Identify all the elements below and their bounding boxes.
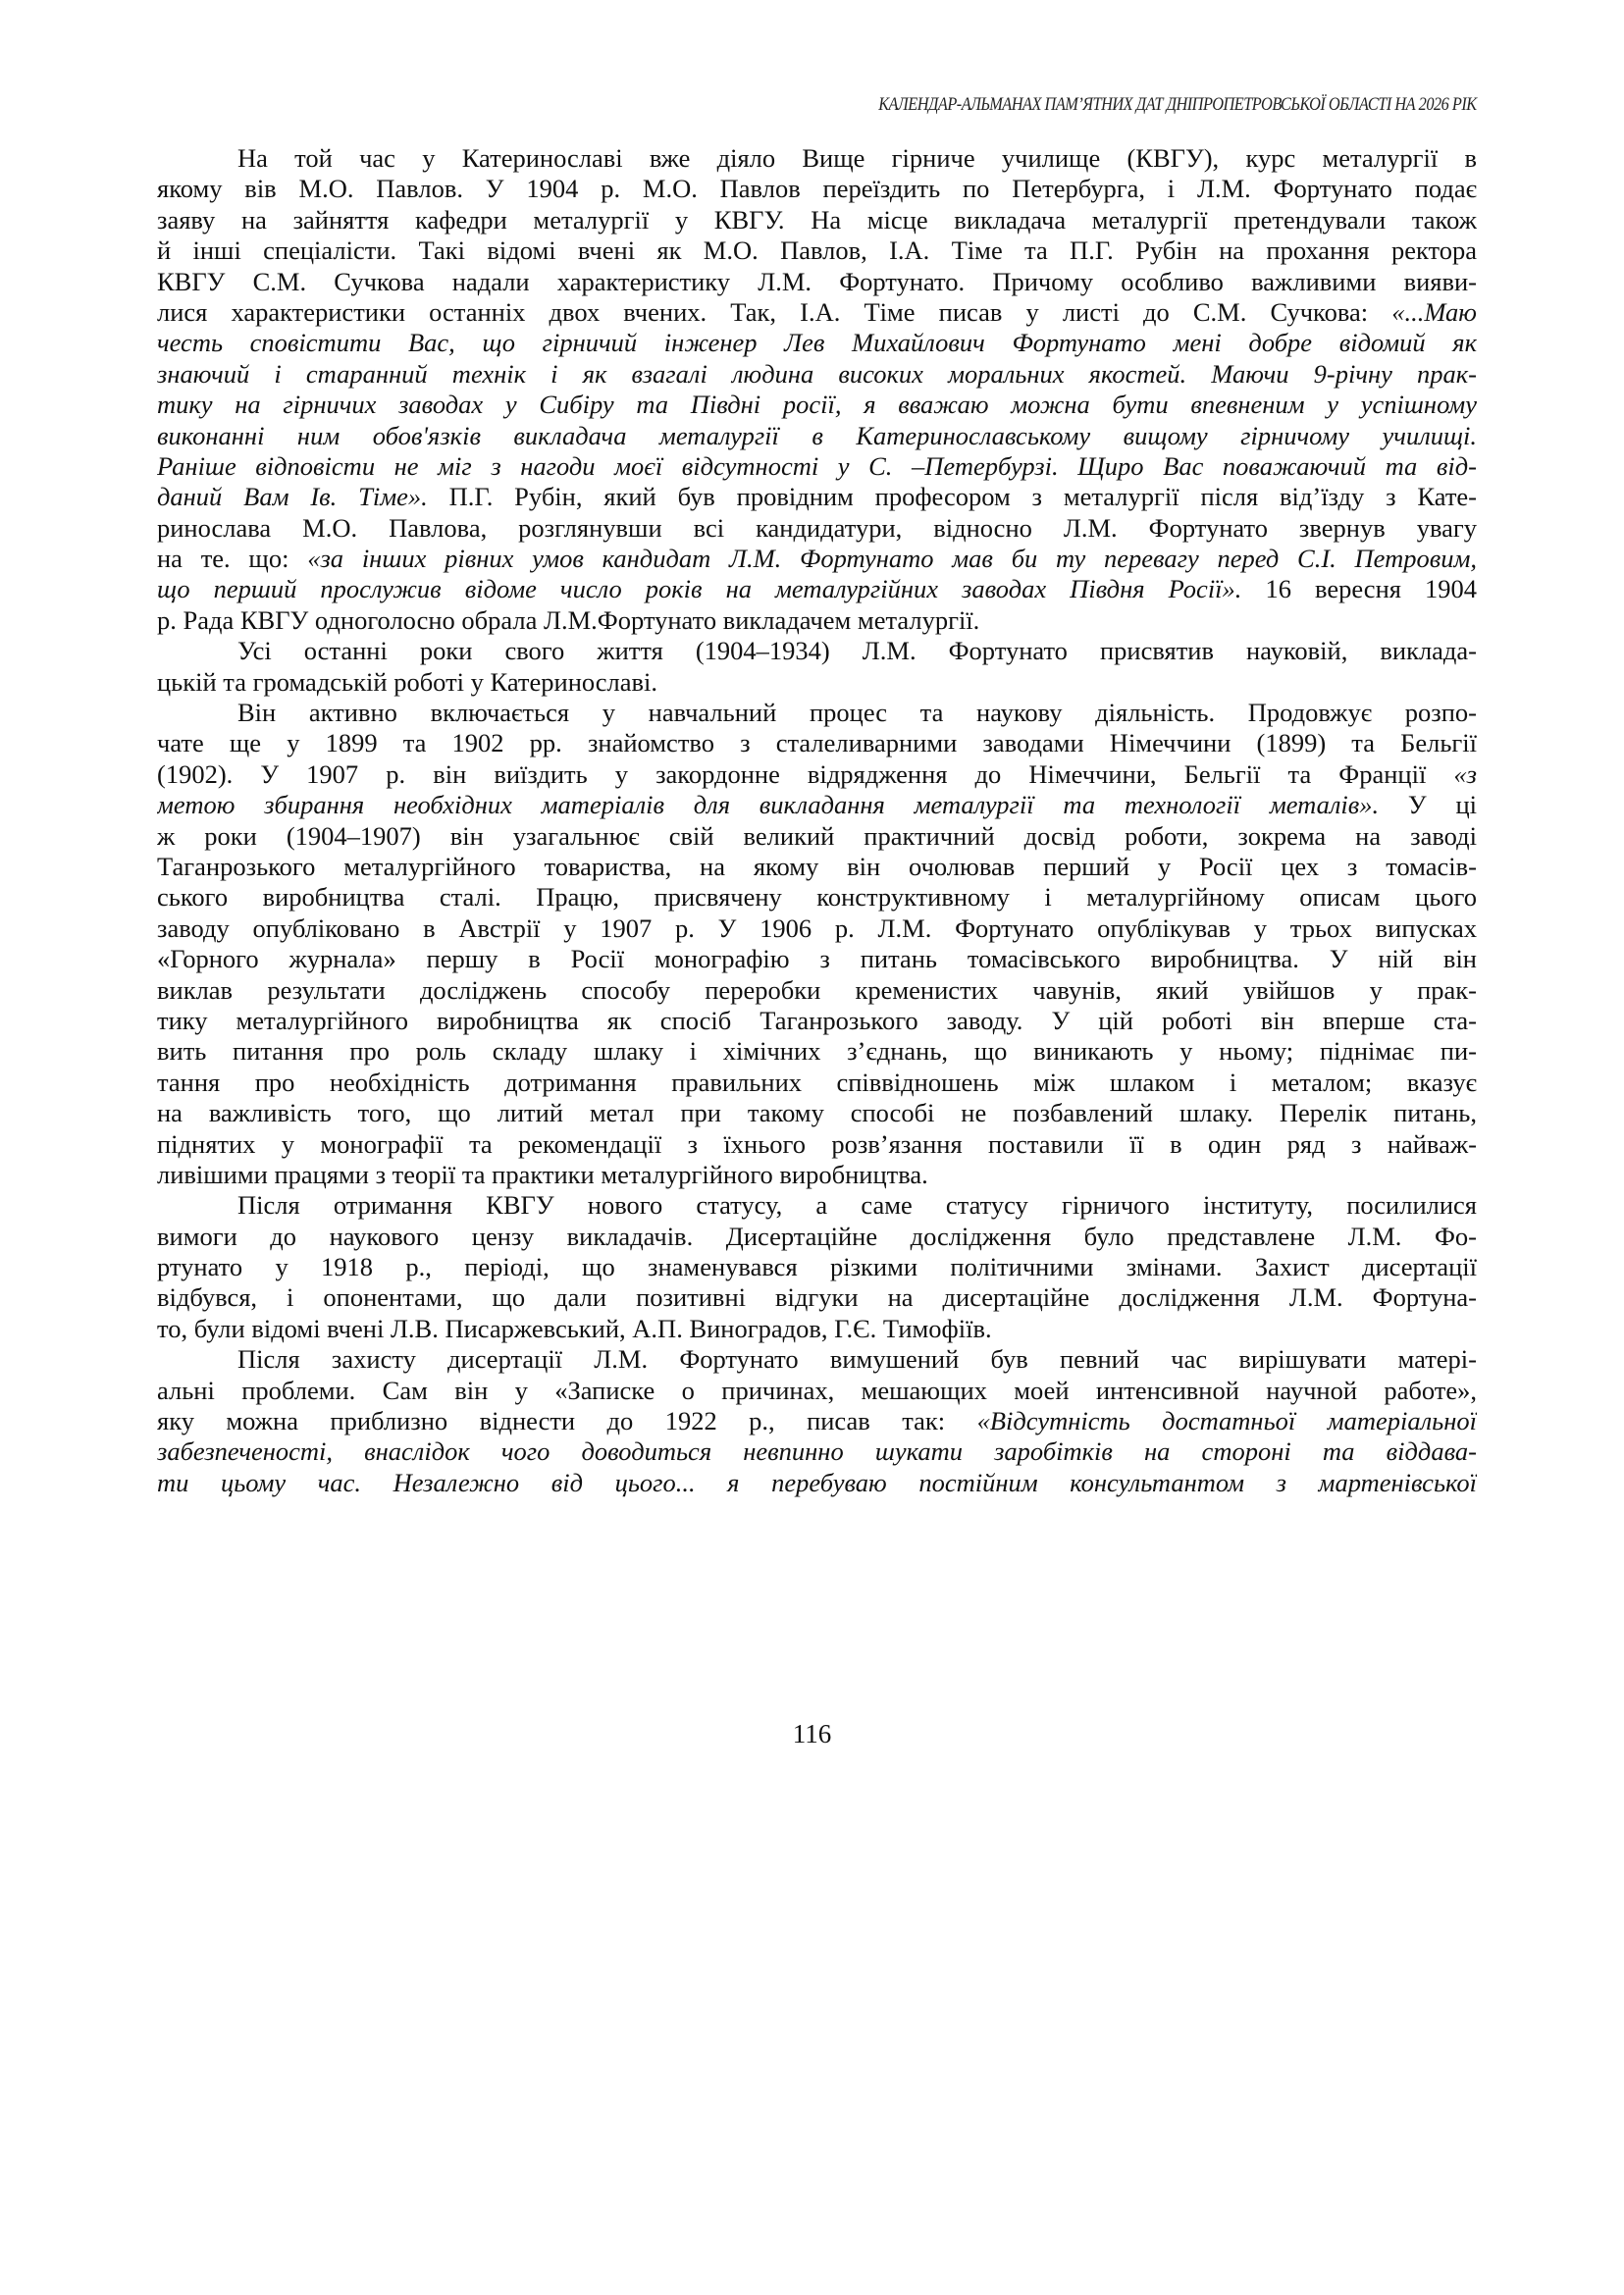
text-run: Він активно включається у навчальний процес та наукову діяльність. Продовжує розпо- — [237, 698, 1477, 728]
text-line — [157, 667, 1477, 698]
text-run: Таганрозького металургійного товариства, на якому він очолював перший у Росії цех з томасів- — [157, 851, 1477, 881]
quoted-text: «з — [1453, 758, 1477, 789]
text-run: тику металургійного виробництва як спосіб Таганрозького заводу. У цій роботі він вперше ста- — [157, 1005, 1477, 1035]
text-line — [157, 636, 1477, 666]
quoted-text: даний Вам Ів. Тіме». — [157, 482, 428, 512]
text-run: виклав результати досліджень способу переробки кременистих чавунів, який увійшов у прак- — [157, 974, 1477, 1005]
text-run: Усі останні роки свого життя (1904–1934) Л.М. Фортунато присвятив науковій, виклада- — [237, 636, 1477, 666]
text-run: П.Г. Рубін, який був провідним професором з металургії після від’їзду з Кате- — [427, 482, 1477, 512]
text-line — [157, 328, 1477, 358]
text-run: Після отримання КВГУ нового статусу, а саме статусу гірничого інституту, посилилися — [237, 1190, 1477, 1221]
text-line — [157, 1068, 1477, 1098]
text-run: на те. що: — [157, 544, 308, 574]
text-run: лися характеристики останніх двох вчених. Так, І.А. Тіме писав у листі до С.М. Сучкова: — [157, 296, 1392, 327]
text-line — [157, 174, 1477, 204]
text-run: ливішими працями з теорії та практики металургійного виробництва. — [157, 1159, 928, 1189]
text-run: то, були відомі вчені Л.В. Писаржевський, А.П. Виноградов, Г.Є. Тимофіїв. — [157, 1313, 992, 1343]
text-line — [157, 1160, 1477, 1190]
text-line — [157, 1129, 1477, 1160]
text-run: якому вів М.О. Павлов. У 1904 р. М.О. Павлов переїздить по Петербурга, і Л.М. Фортунато подає — [157, 174, 1477, 204]
text-line — [157, 1344, 1477, 1375]
quoted-text: метою збирання необхідних матеріалів для викладання металургії та технології металів». — [157, 790, 1380, 820]
text-line — [157, 1314, 1477, 1344]
text-line — [157, 852, 1477, 882]
text-line — [157, 390, 1477, 420]
text-run: чате ще у 1899 та 1902 рр. знайомство з сталеливарними заводами Німеччини (1899) та Бельгії — [157, 728, 1477, 758]
text-run: яку можна приблизно віднести до 1922 р., писав так: — [157, 1406, 977, 1436]
text-line — [157, 1282, 1477, 1313]
body-text — [157, 143, 1477, 1498]
text-run: 16 вересня 1904 — [1241, 574, 1477, 604]
text-line — [157, 882, 1477, 913]
text-line — [157, 421, 1477, 451]
text-run: альні проблеми. Сам він у «Записке о причинах, мешающих моей интенсивной научной работе», — [157, 1375, 1477, 1405]
text-run: цькій та громадській роботі у Катеринославі. — [157, 666, 658, 697]
quoted-text: «...Маю — [1391, 296, 1477, 327]
text-run: р. Рада КВГУ одноголосно обрала Л.М.Фортунато викладачем металургії. — [157, 604, 980, 635]
text-line — [157, 482, 1477, 512]
quoted-text: забезпеченості, внаслідок чого доводиться невпинно шукати заробітків на стороні та віддава- — [157, 1436, 1477, 1467]
text-run: На той час у Катеринославі вже діяло Вище гірниче училище (КВГУ), курс металургії в — [237, 143, 1477, 173]
text-line — [157, 605, 1477, 636]
text-run: У ці — [1379, 790, 1477, 820]
text-line — [157, 821, 1477, 852]
quoted-text: ти цьому час. Незалежно від цього... я перебуваю постійним консультантом з мартенівської — [157, 1467, 1477, 1497]
text-line — [157, 267, 1477, 297]
text-run: ського виробництва сталі. Працю, присвячену конструктивному і металургійному описам цього — [157, 882, 1477, 913]
text-line — [157, 574, 1477, 604]
text-line — [157, 297, 1477, 328]
text-line — [157, 1406, 1477, 1436]
text-line — [157, 205, 1477, 235]
quoted-text: тику на гірничих заводах у Сибіру та Півдні росії, я вважаю можна бути впевненим у успішному — [157, 390, 1477, 420]
text-line — [157, 359, 1477, 390]
text-line — [157, 1252, 1477, 1282]
text-line — [157, 1036, 1477, 1067]
text-line — [157, 790, 1477, 820]
running-header: КАЛЕНДАР-АЛЬМАНАХ ПАМ’ЯТНИХ ДАТ ДНІПРОПЕТРОВСЬКОЇ ОБЛАСТІ НА 2026 РІК — [878, 94, 1477, 115]
quoted-text: «за інших рівних умов кандидат Л.М. Фортунато мав би ту перевагу перед С.І. Петровим, — [307, 544, 1477, 574]
text-run: (1902). У 1907 р. він виїздить у закордонне відрядження до Німеччини, Бельгії та Франції — [157, 758, 1454, 789]
text-line — [157, 451, 1477, 482]
text-line — [157, 975, 1477, 1006]
text-run: КВГУ С.М. Сучкова надали характеристику Л.М. Фортунато. Причому особливо важливими вияви- — [157, 266, 1477, 296]
text-run: піднятих у монографії та рекомендації з їхнього розв’язання поставили її в один ряд з найваж- — [157, 1128, 1477, 1159]
page-number: 116 — [792, 1719, 832, 1748]
text-line — [157, 1222, 1477, 1252]
text-line — [157, 944, 1477, 974]
text-run: й інші спеціалісти. Такі відомі вчені як М.О. Павлов, І.А. Тіме та П.Г. Рубін на прохання ректора — [157, 235, 1477, 266]
text-run: ж роки (1904–1907) він узагальнює свій великий практичний досвід роботи, зокрема на заводі — [157, 820, 1477, 851]
text-line — [157, 544, 1477, 574]
text-line — [157, 143, 1477, 174]
text-line — [157, 1190, 1477, 1221]
text-run: Після захисту дисертації Л.М. Фортунато вимушений був певний час вирішувати матері- — [237, 1344, 1477, 1375]
quoted-text: що перший прослужив відоме число років на металургійних заводах Півдня Росії». — [157, 574, 1242, 604]
text-run: заяву на зайняття кафедри металургії у КВГУ. На місце викладача металургії претендували також — [157, 204, 1477, 235]
text-line — [157, 698, 1477, 728]
text-run: ринослава М.О. Павлова, розглянувши всі кандидатури, відносно Л.М. Фортунато звернув увагу — [157, 512, 1477, 543]
text-line — [157, 235, 1477, 266]
text-run: заводу опубліковано в Австрії у 1907 р. У 1906 р. Л.М. Фортунато опублікував у трьох випусках — [157, 913, 1477, 943]
text-run: вить питання про роль складу шлаку і хімічних з’єднань, що виникають у ньому; піднімає пи- — [157, 1036, 1477, 1067]
text-line — [157, 513, 1477, 544]
text-line — [157, 1436, 1477, 1467]
quoted-text: честь сповістити Вас, що гірничий інженер Лев Михайлович Фортунато мені добре відомий як — [157, 328, 1477, 358]
text-run: на важливість того, що литий метал при такому способі не позбавлений шлаку. Перелік питань, — [157, 1098, 1477, 1128]
text-line — [157, 728, 1477, 758]
text-run: вимоги до наукового цензу викладачів. Дисертаційне дослідження було представлене Л.М. Фо- — [157, 1221, 1477, 1251]
text-run: тання про необхідність дотримання правильних співвідношень між шлаком і металом; вказує — [157, 1067, 1477, 1097]
text-line — [157, 1376, 1477, 1406]
quoted-text: знаючий і старанний технік і як взагалі людина високих моральних якостей. Маючи 9-річну прак- — [157, 358, 1477, 389]
quoted-text: виконанні ним обов'язків викладача металургії в Катеринославському вищому гірничому училищі. — [157, 420, 1477, 450]
text-line — [157, 913, 1477, 944]
text-run: ртунато у 1918 р., періоді, що знаменувався різкими політичними змінами. Захист дисертації — [157, 1252, 1477, 1282]
quoted-text: Раніше відповісти не міг з нагоди моєї відсутності у С. –Петербурзі. Щиро Вас поважаючий та від- — [157, 450, 1477, 481]
text-run: відбувся, і опонентами, що дали позитивні відгуки на дисертаційне дослідження Л.М. Фортуна- — [157, 1282, 1477, 1313]
text-run: «Горного журнала» першу в Росії монографію з питань томасівського виробництва. У ній він — [157, 944, 1477, 974]
text-line — [157, 1468, 1477, 1498]
text-line — [157, 1098, 1477, 1128]
text-line — [157, 1006, 1477, 1036]
text-line — [157, 759, 1477, 790]
quoted-text: «Відсутність достатньої матеріальної — [976, 1406, 1477, 1436]
